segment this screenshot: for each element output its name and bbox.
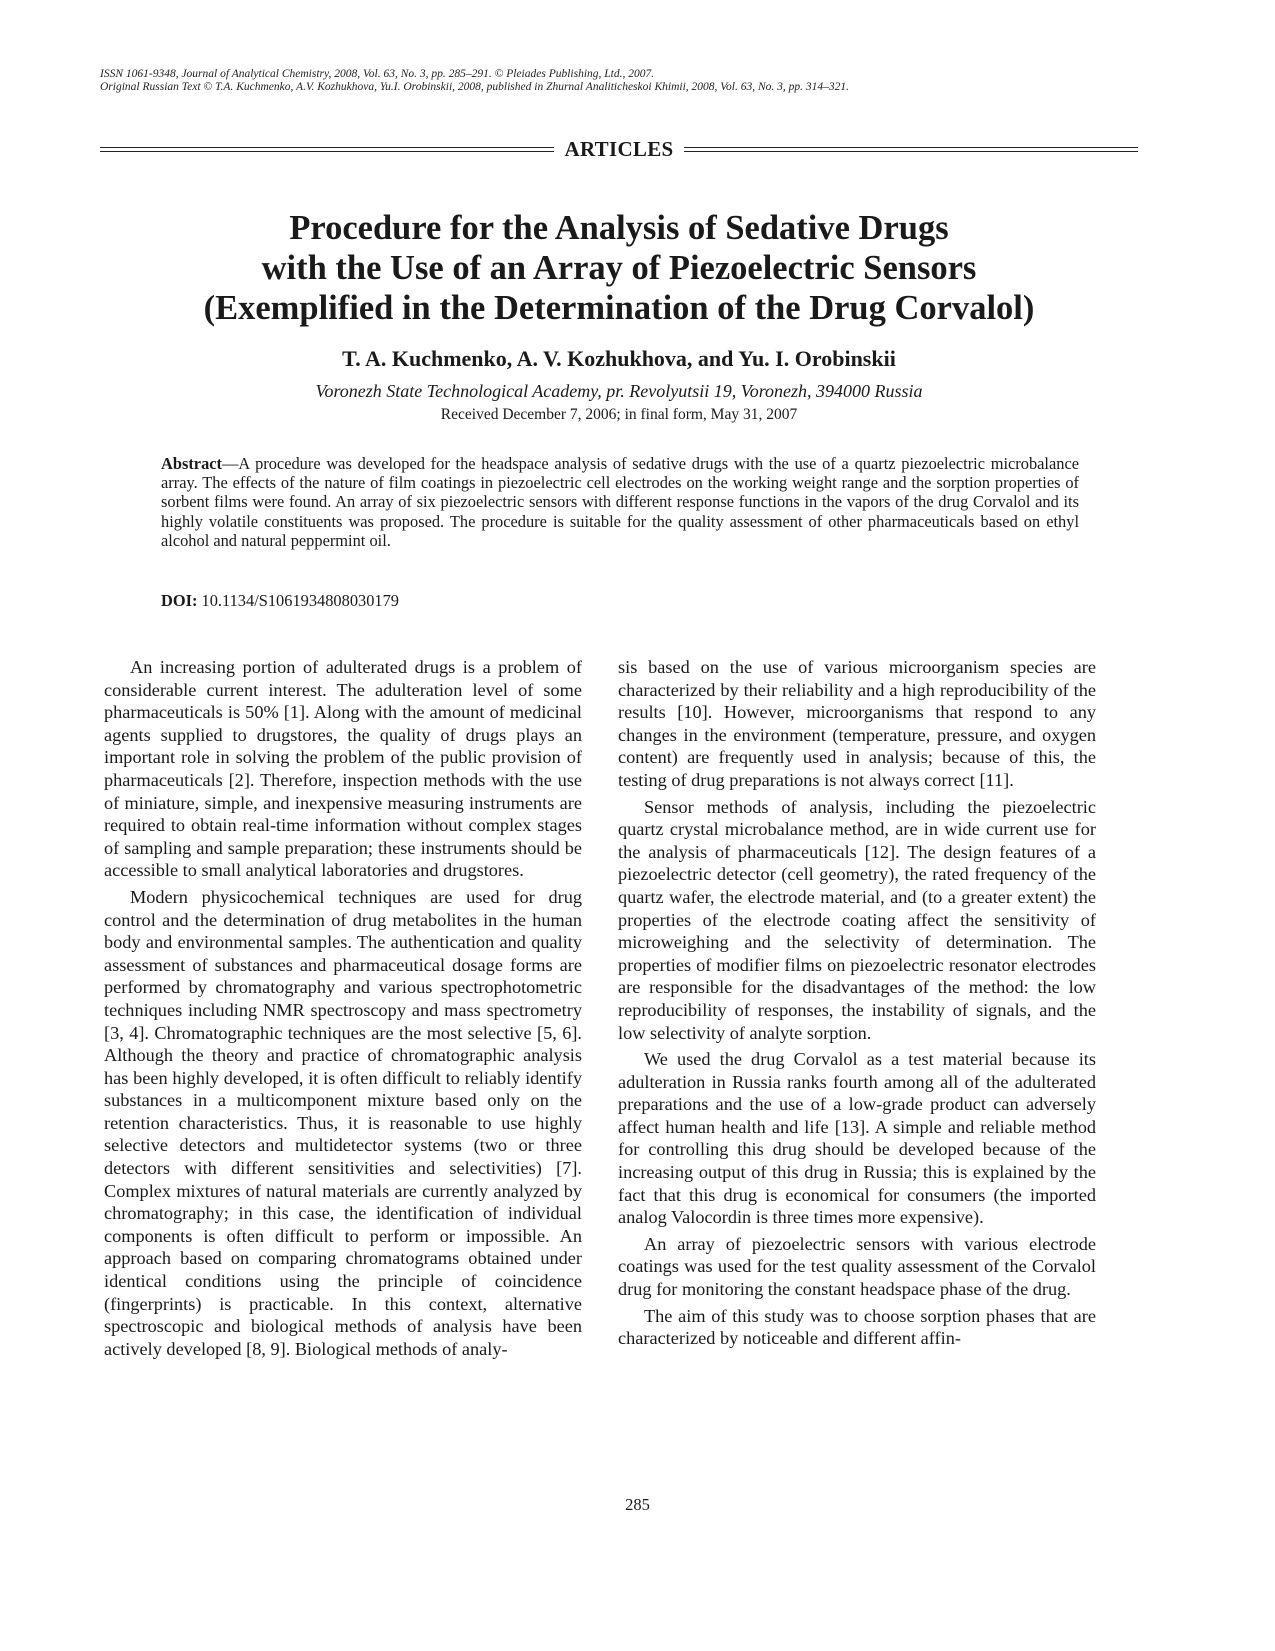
doi-label: DOI: [161,591,198,610]
body-column-right [618,656,1096,1354]
received-dates: Received December 7, 2006; in final form, May 31, 2007 [440,406,798,423]
right-double-rule [684,147,1138,152]
title-line-2: with the Use of an Array of Piezoelectric Sensors [261,249,977,287]
doi-value[interactable]: 10.1134/S1061934808030179 [197,591,399,610]
authors: T. A. Kuchmenko, A. V. Kozhukhova, and Yu. I. Orobinskii [342,346,896,371]
journal-header [100,68,1100,94]
abstract-text: —A procedure was developed for the headspace analysis of sedative drugs with the use of a quartz piezoelectric microbalance array. The effects of the nature of film coatings in piezoelectric cell electrodes on the working weight range and the sorption properties of sorbent films were found. An array of six piezoelectric sensors with different response functions in the vapors of the drug Corvalol and its highly volatile constituents was proposed. The procedure is suitable for the quality assessment of other pharmaceuticals based on ethyl alcohol and natural peppermint oil. [161,454,1079,550]
paragraph: Modern physicochemical techniques are used for drug control and the determination of drug metabolites in the human body and environmental samples. The authentication and quality assessment of substances and pharmaceutical dosage forms are performed by chromatography and various spectrophotometric techniques including NMR spectroscopy and mass spectrometry [3, 4]. Chromatographic techniques are the most selective [5, 6]. Although the theory and practice of chromatographic analysis has been highly developed, it is often difficult to reliably identify substances in a multicomponent mixture based only on the retention characteristics. Thus, it is reasonable to use highly selective detectors and multidetector systems (two or three detectors with different sensitivities and selectivities) [7]. Complex mixtures of natural materials are currently analyzed by chromatography; in this case, the identification of individual components is often difficult to perform or impossible. An approach based on comparing chromatograms obtained under identical conditions using the principle of coincidence (fingerprints) is practicable. In this context, alternative spectroscopic and biological methods of analysis have been actively developed [8, 9]. Biological methods of analy- [104,886,582,1359]
header-citation-line: ISSN 1061-9348, Journal of Analytical Chemistry, 2008, Vol. 63, No. 3, pp. 285–291. © Pleiades Publishing, Ltd., 2007. [100,68,655,80]
section-heading-bar [100,134,1138,164]
abstract [161,454,1079,550]
body-column-left [104,656,582,1364]
header-original-text-line: Original Russian Text © T.A. Kuchmenko, A.V. Kozhukhova, Yu.I. Orobinskii, 2008, published in Zhurnal Analiticheskoi Khimii, 2008, Vol. 63, No. 3, pp. 314–321. [100,81,850,93]
paragraph: An increasing portion of adulterated drugs is a problem of considerable current interest. The adulteration level of some pharmaceuticals is 50% [1]. Along with the amount of medicinal agents supplied to drugstores, the quality of drugs plays an important role in solving the problem of the public provision of pharmaceuticals [2]. Therefore, inspection methods with the use of miniature, simple, and inexpensive measuring instruments are required to obtain real-time information without complex stages of sampling and sample preparation; these instruments should be accessible to small analytical laboratories and drugstores. [104,657,582,881]
paragraph: The aim of this study was to choose sorption phases that are characterized by noticeable and different affin- [618,1305,1096,1349]
title-line-3: (Exemplified in the Determination of the Drug Corvalol) [203,289,1035,327]
paragraph: An array of piezoelectric sensors with various electrode coatings was used for the test quality assessment of the Corvalol drug for monitoring the constant headspace phase of the drug. [618,1233,1096,1300]
paragraph: We used the drug Corvalol as a test material because its adulteration in Russia ranks fourth among all of the adulterated preparations and the use of a low-grade product can adversely affect human health and life [13]. A simple and reliable method for controlling this drug should be developed because of the increasing output of this drug in Russia; this is explained by the fact that this drug is economical for consumers (the imported analog Valocordin is three times more expensive). [618,1049,1096,1228]
paragraph-continued: sis based on the use of various microorganism species are characterized by their reliability and a high reproducibility of the results [10]. However, microorganisms that respond to any changes in the environment (temperature, pressure, and oxygen content) are frequently used in analysis; because of this, the testing of drug preparations is not always correct [11]. [618,657,1096,790]
title-line-1: Procedure for the Analysis of Sedative Drugs [289,209,949,247]
left-double-rule [100,147,554,152]
paragraph: Sensor methods of analysis, including the piezoelectric quartz crystal microbalance method, are in wide current use for the analysis of pharmaceuticals [12]. The design features of a piezoelectric detector (cell geometry), the rated frequency of the quartz wafer, the electrode material, and (to a greater extent) the properties of the electrode coating affect the sensitivity of microweighing and the selectivity of determination. The properties of modifier films on piezoelectric resonator electrodes are responsible for the disadvantages of the method: the low reproducibility of responses, the instability of signals, and the low selectivity of analyte sorption. [618,796,1096,1043]
affiliation: Voronezh State Technological Academy, pr. Revolyutsii 19, Voronezh, 394000 Russia [315,381,923,401]
section-label: ARTICLES [564,136,674,161]
page-number: 285 [625,1495,650,1514]
doi [161,591,761,611]
article-title [100,208,1138,328]
abstract-label: Abstract [161,454,222,473]
